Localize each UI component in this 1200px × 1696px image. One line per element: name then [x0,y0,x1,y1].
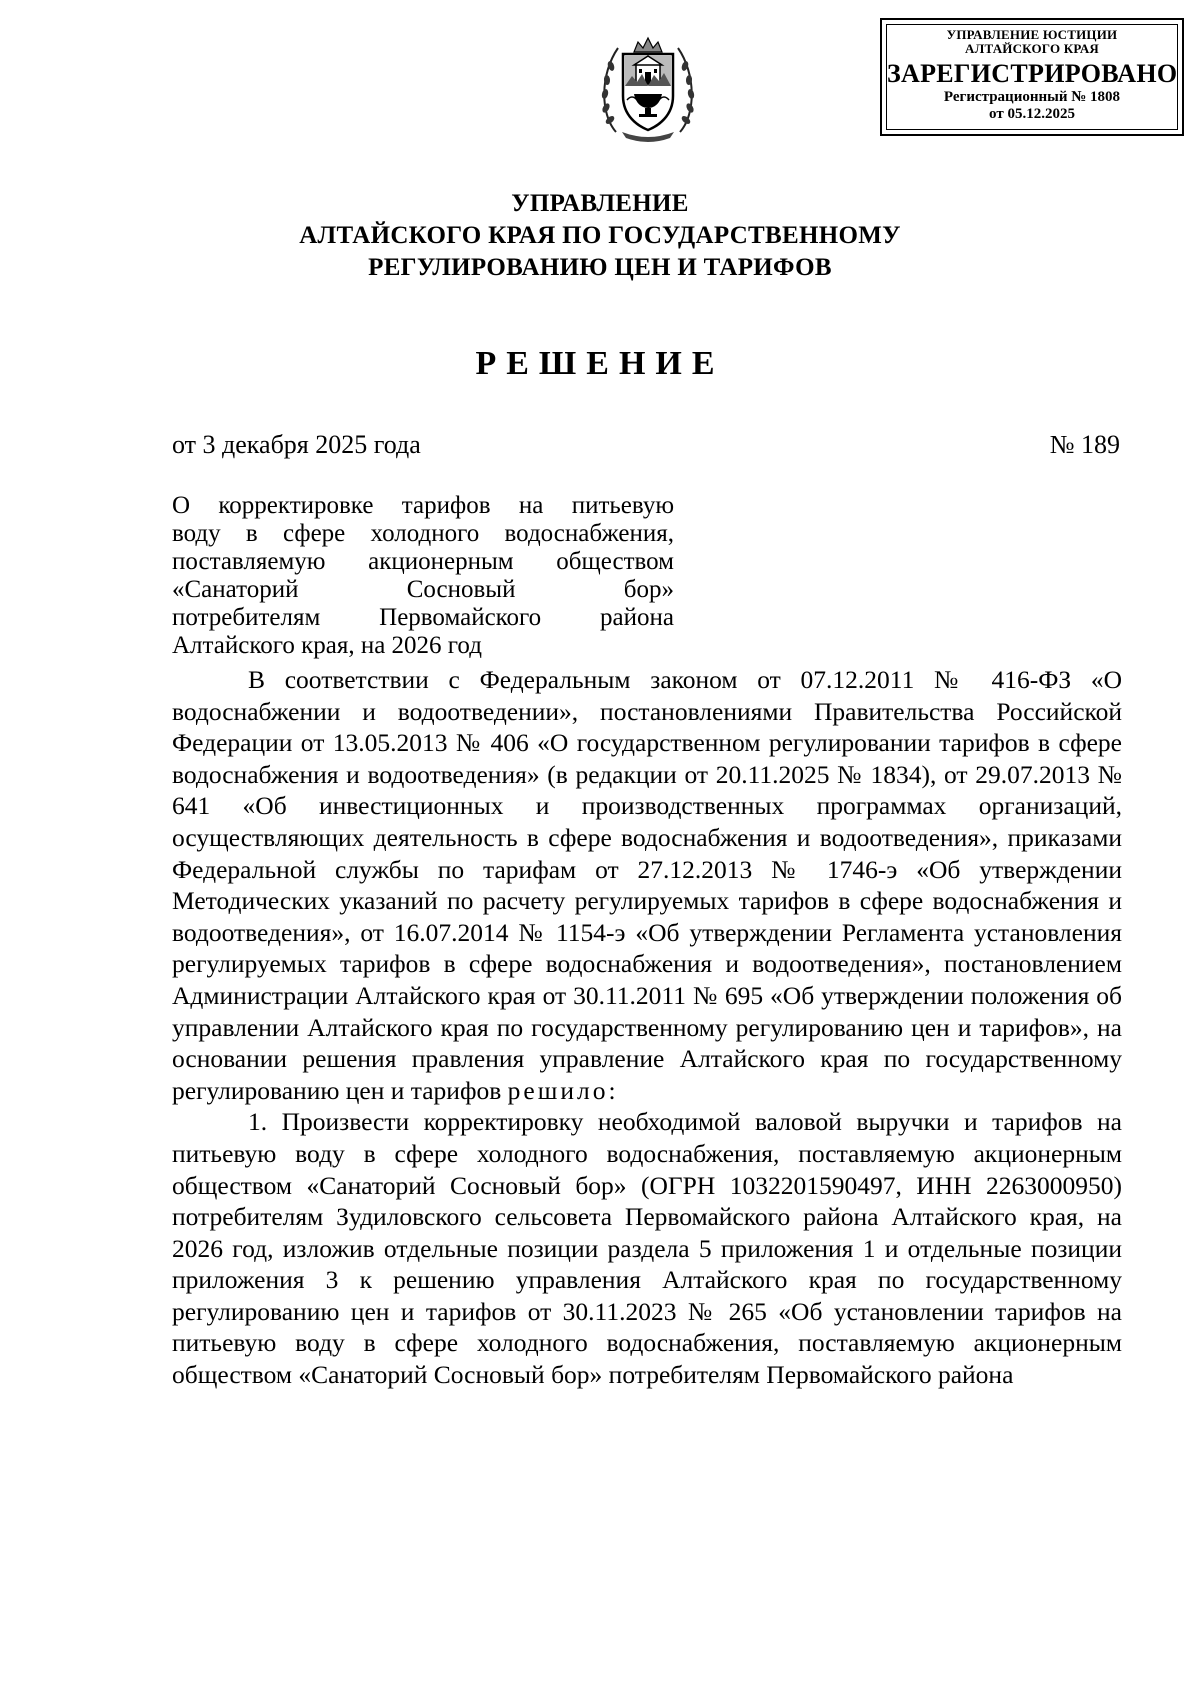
organization-title-line1: УПРАВЛЕНИЕ [511,190,689,217]
organization-title [150,188,1050,284]
subject-line: воду в сфере холодного водоснабжения, [172,520,674,547]
stamp-reg-date: от 05.12.2025 [989,106,1075,122]
preamble-text: В соответствии с Федеральным законом от 07.12.2011 № 416-ФЗ «О водоснабжении и водоотведении», постановлениями Правительства Российской Федерации от 13.05.2013 № 406 «О государственном регулировании тарифов в сфере водоснабжения и водоотведения» (в редакции от 20.11.2025 № 1834), от 29.07.2013 № 641 «Об инвестиционных и производственных программах организаций, осуществляющих деятельность в сфере водоснабжения и водоотведения», приказами Федеральной службы по тарифам от 27.12.2013 № 1746-э «Об утверждении Методических указаний по расчету регулируемых тарифов в сфере водоснабжения и водоотведения», от 16.07.2014 № 1154-э «Об утверждении Регламента установления регулируемых тарифов в сфере водоснабжения и водоотведения», постановлением Администрации Алтайского края от 30.11.2011 № 695 «Об утверждении положения об управлении Алтайского края по государственному регулированию цен и тарифов», на основании решения правления управление Алтайского края по государственному регулированию цен и тарифов [172,665,1122,1105]
document-subject [172,492,674,660]
registration-stamp-inner [886,24,1178,130]
stamp-status: ЗАРЕГИСТРИРОВАНО [887,59,1178,88]
body-paragraph-preamble [172,664,1122,1106]
decided-word: решило: [507,1075,619,1105]
stamp-reg-number: Регистрационный № 1808 [943,89,1121,105]
document-number: № 189 [1049,430,1120,459]
stamp-org-line2: АЛТАЙСКОГО КРАЯ [965,41,1099,56]
stamp-org-line1: УПРАВЛЕНИЕ ЮСТИЦИИ [946,27,1118,42]
organization-title-line2: АЛТАЙСКОГО КРАЯ ПО ГОСУДАРСТВЕННОМУ [299,222,901,249]
organization-title-line3: РЕГУЛИРОВАНИЮ ЦЕН И ТАРИФОВ [368,254,832,281]
subject-line: потребителям Первомайского района [172,604,674,631]
subject-line: О корректировке тарифов на питьевую [172,492,674,519]
registration-stamp [880,18,1184,136]
body-paragraph-item-1: 1. Произвести корректировку необходимой валовой выручки и тарифов на питьевую воду в сфере холодного водоснабжения, поставляемую акционерным обществом «Санаторий Сосновый бор» (ОГРН 1032201590497, ИНН 2263000950) потребителям Зудиловского сельсовета Первомайского района Алтайского края, на 2026 год, изложив отдельные позиции раздела 5 приложения 1 и отдельные позиции приложения 3 к решению управления Алтайского края по государственному регулированию цен и тарифов от 30.11.2023 № 265 «Об установлении тарифов на питьевую воду в сфере холодного водоснабжения, поставляемую акционерным обществом «Санаторий Сосновый бор» потребителям Первомайского района [172,1107,1122,1390]
document-type: РЕШЕНИЕ [475,345,725,382]
subject-line: «Санаторий Сосновый бор» [172,576,674,603]
subject-line: поставляемую акционерным обществом [172,548,674,575]
document-body [172,664,1122,1391]
document-date: от 3 декабря 2025 года [172,430,421,459]
subject-line: Алтайского края, на 2026 год [172,632,482,659]
altai-krai-coat-of-arms-icon [596,34,700,144]
